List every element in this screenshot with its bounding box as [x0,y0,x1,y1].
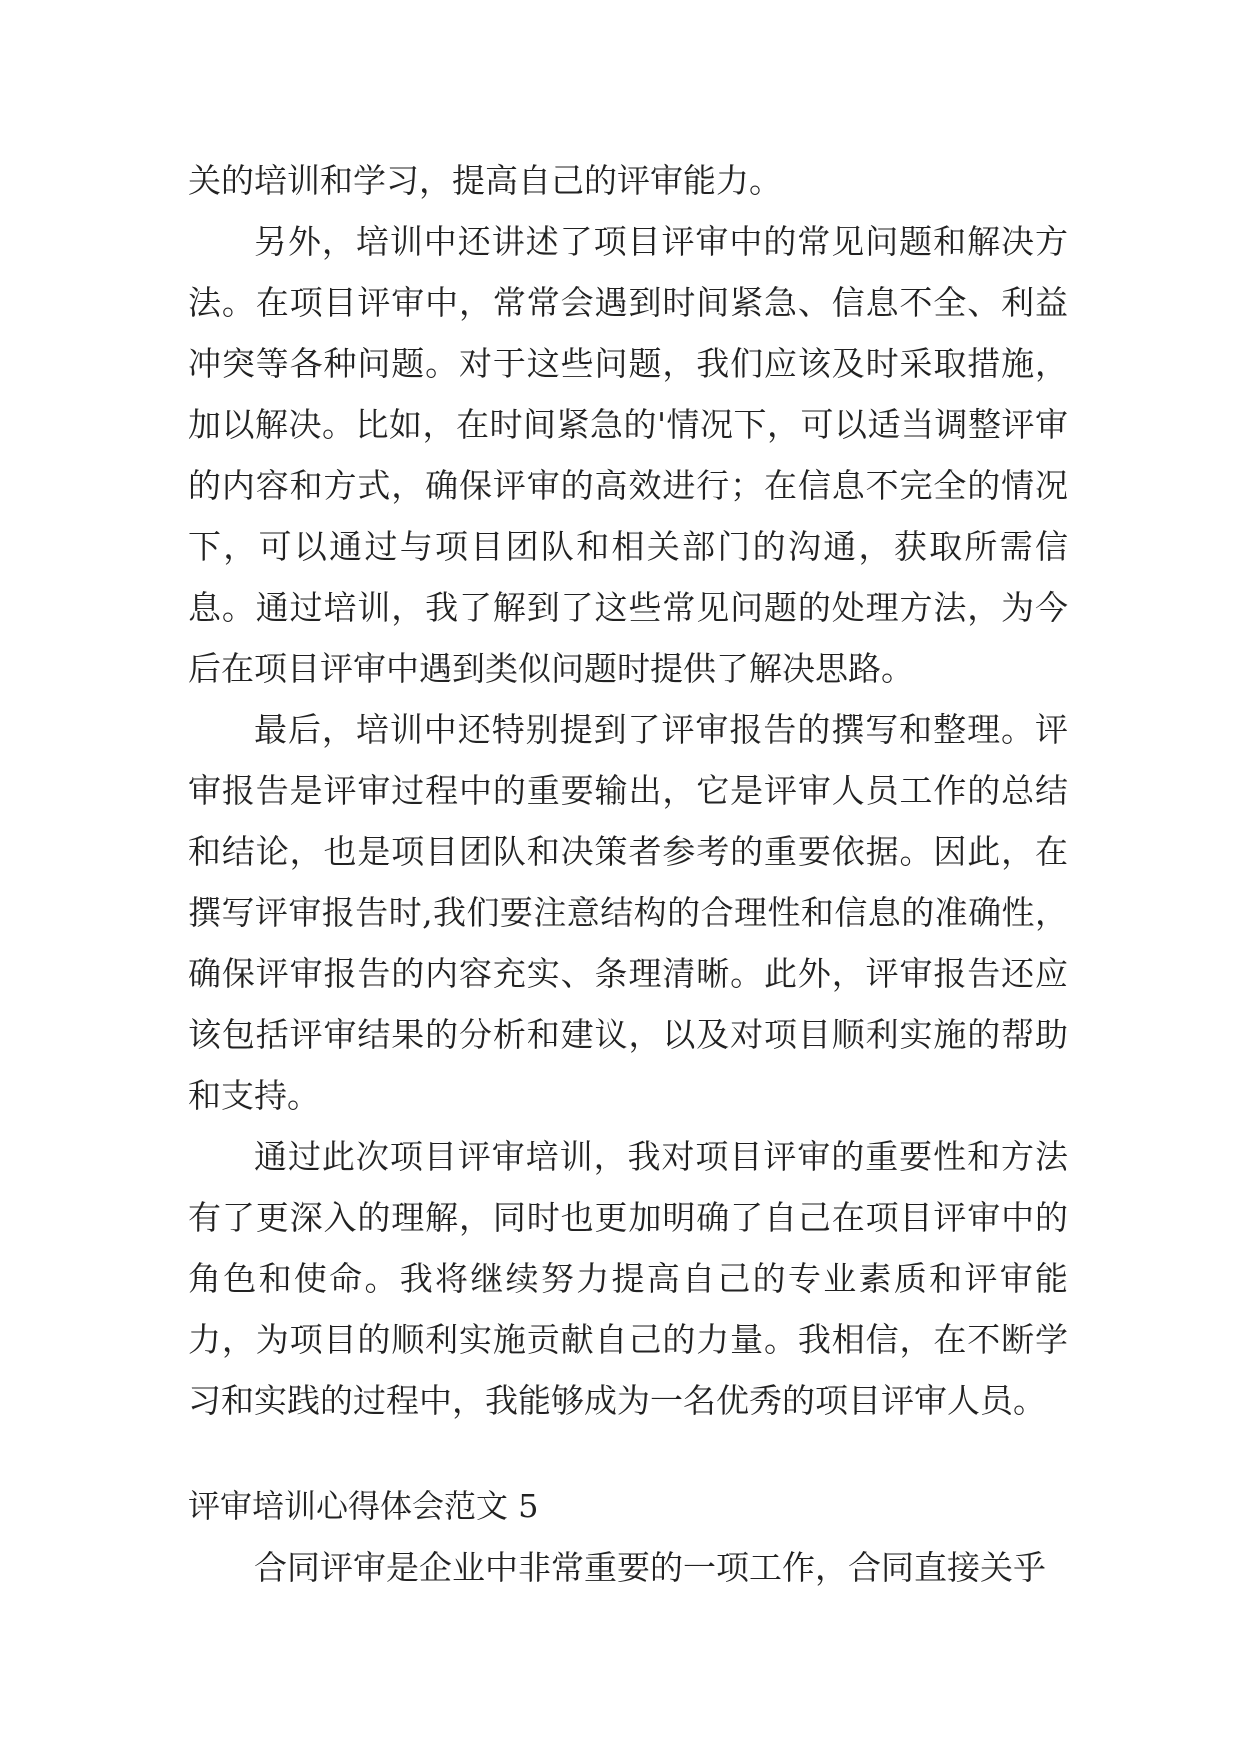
paragraph-contract-review: 合同评审是企业中非常重要的一项工作，合同直接关乎 [254,1548,1046,1587]
paragraph-continuation: 关的培训和学习，提高自己的评审能力。 [188,161,782,200]
document-body [188,150,1068,1598]
paragraph-review-report: 最后，培训中还特别提到了评审报告的撰写和整理。评审报告是评审过程中的重要输出，它是评审人员工作的总结和结论，也是项目团队和决策者参考的重要依据。因此，在撰写评审报告时,我们要注意结构的合理性和信息的准确性，确保评审报告的内容充实、条理清晰。此外，评审报告还应该包括评审结果的分析和建议，以及对项目顺利实施的帮助和支持。 [188,710,1068,1115]
section-title: 评审培训心得体会范文 5 [188,1487,539,1525]
paragraph-conclusion: 通过此次项目评审培训，我对项目评审的重要性和方法有了更深入的理解，同时也更加明确了自己在项目评审中的角色和使命。我将继续努力提高自己的专业素质和评审能力，为项目的顺利实施贡献自己的力量。我相信，在不断学习和实践的过程中，我能够成为一名优秀的项目评审人员。 [188,1137,1068,1420]
paragraph-common-problems: 另外，培训中还讲述了项目评审中的常见问题和解决方法。在项目评审中，常常会遇到时间紧急、信息不全、利益冲突等各种问题。对于这些问题，我们应该及时采取措施，加以解决。比如，在时间紧急的'情况下，可以适当调整评审的内容和方式，确保评审的高效进行；在信息不完全的情况下，可以通过与项目团队和相关部门的沟通，获取所需信息。通过培训，我了解到了这些常见问题的处理方法，为今后在项目评审中遇到类似问题时提供了解决思路。 [188,222,1068,688]
